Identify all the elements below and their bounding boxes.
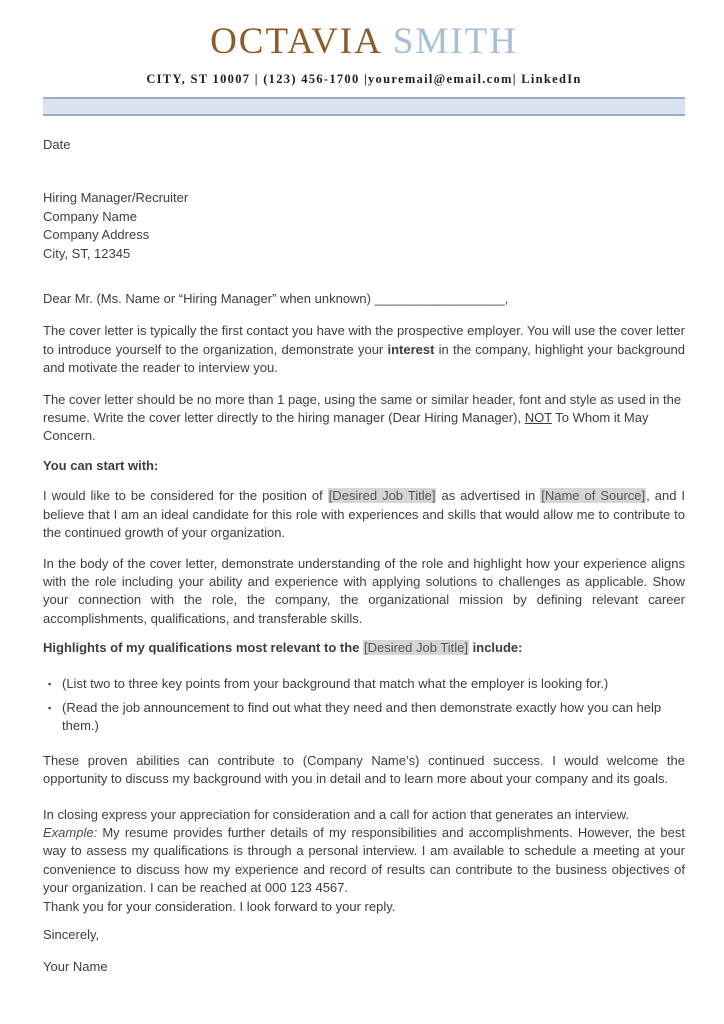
last-name: SMITH xyxy=(392,21,518,62)
salutation xyxy=(43,290,685,308)
position-paragraph xyxy=(43,487,685,542)
closing-advice: In closing express your appreciation for consideration and a call for action that generates an interview. xyxy=(43,806,630,822)
signature-name: Your Name xyxy=(43,959,108,975)
closing-salutation: Sincerely, xyxy=(43,927,100,942)
paragraph-text: as advertised in xyxy=(436,488,541,504)
highlights-heading xyxy=(43,639,685,657)
guideline-paragraph xyxy=(43,391,685,446)
recipient-line: Hiring Manager/Recruiter xyxy=(43,190,189,206)
qualifications-list xyxy=(43,675,685,736)
paragraph-text: , and I believe that I am an ideal candidate for this role with experiences and skills that would allow me to contribute to the continued growth of your organization. xyxy=(43,488,686,541)
start-with-heading: You can start with: xyxy=(43,457,159,473)
bold-text: interest xyxy=(387,341,435,357)
salutation-blank: __________________, xyxy=(374,291,509,307)
heading-text: Highlights of my qualifications most relevant to the xyxy=(43,640,363,656)
contact-line: CITY, ST 10007 | (123) 456-1700 |youremail@email.com| LinkedIn xyxy=(146,72,582,86)
recipient-line: Company Name xyxy=(43,208,137,224)
closing-block xyxy=(43,806,685,916)
letter-body xyxy=(43,136,685,977)
example-label: Example: xyxy=(43,824,98,840)
desired-job-title-placeholder: [Desired Job Title] xyxy=(328,488,436,504)
intro-paragraph xyxy=(43,322,685,377)
body-paragraph: In the body of the cover letter, demonstrate understanding of the role and highlight how your experience aligns with the role including your ability and experience with applying solutions to challenges as applicable. Show your connection with the role, the company, the organizational mission by defining relevant career accomplishments, qualifications, and transferable skills. xyxy=(43,555,685,626)
date-placeholder: Date xyxy=(43,137,71,152)
name-of-source-placeholder: [Name of Source] xyxy=(541,488,646,504)
recipient-line: Company Address xyxy=(43,227,150,243)
list-item xyxy=(43,675,685,693)
list-item-text: (Read the job announcement to find out what they need and then demonstrate exactly how you can help them.) xyxy=(62,699,662,734)
bullet-icon: ▪ xyxy=(48,702,52,713)
first-name: OCTAVIA xyxy=(210,21,383,62)
example-paragraph xyxy=(43,824,685,898)
underlined-text: NOT xyxy=(524,410,552,426)
salutation-text: Dear Mr. (Ms. Name or “Hiring Manager” when unknown) xyxy=(43,291,375,307)
page-title xyxy=(43,20,685,64)
paragraph-text: To Whom it May Concern. xyxy=(43,410,649,444)
paragraph-text: The cover letter should be no more than 1 page, using the same or similar header, font and style as used in the resume. Write the cover letter directly to the hiring manager (Dear Hiring Manager), xyxy=(43,391,682,426)
list-item-text: (List two to three key points from your background that match what the employer is looking for.) xyxy=(62,675,609,691)
list-item xyxy=(43,699,685,736)
abilities-paragraph: These proven abilities can contribute to (Company Name’s) continued success. I would welcome the opportunity to discuss my background with you in detail and to learn more about your company and its goals. xyxy=(43,752,685,787)
paragraph-text: in the company, highlight your background and motivate the reader to interview you. xyxy=(43,341,685,376)
bullet-icon: ▪ xyxy=(48,678,52,689)
paragraph-text: The cover letter is typically the first contact you have with the prospective employer. You will use the cover letter to introduce yourself to the organization, demonstrate your xyxy=(43,323,685,357)
paragraph-text: My resume provides further details of my responsibilities and accomplishments. However, the best way to assess my qualifications is through a personal interview. I am available to schedule a meeting at your convenience to discuss how my experience and record of results can contribute to the business objectives of your organization. I can be reached at 000 123 4567. xyxy=(43,824,685,896)
heading-text: include: xyxy=(469,640,523,656)
paragraph-text: I would like to be considered for the position of xyxy=(43,488,328,504)
desired-job-title-placeholder: [Desired Job Title] xyxy=(363,640,469,656)
recipient-block xyxy=(43,189,685,263)
recipient-line: City, ST, 12345 xyxy=(43,245,131,261)
header-divider-bar xyxy=(43,97,685,116)
thanks-line: Thank you for your consideration. I look forward to your reply. xyxy=(43,898,396,914)
